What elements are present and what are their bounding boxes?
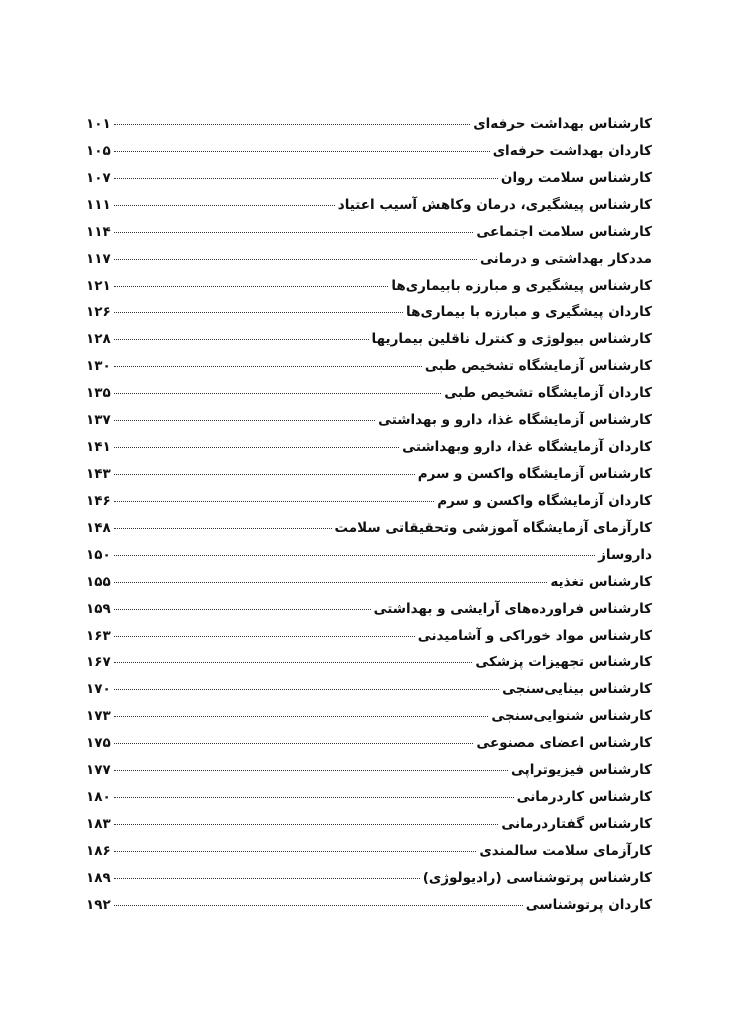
toc-entry-title: کاردان بهداشت حرفه‌ای xyxy=(492,142,652,159)
toc-entry-title: داروساز xyxy=(598,546,652,563)
toc-entry-title: کارشناس پیشگیری و مبارزه بابیماری‌ها xyxy=(391,277,652,294)
toc-entry xyxy=(86,138,652,165)
toc-entry-page: ۱۰۷ xyxy=(86,169,111,186)
toc-entry-title: کارآزمای سلامت سالمندی xyxy=(479,842,652,859)
toc-entry xyxy=(86,353,652,380)
toc-dot-leader xyxy=(114,124,471,125)
toc-entry xyxy=(86,838,652,865)
toc-entry xyxy=(86,623,652,650)
toc-dot-leader xyxy=(114,636,415,637)
toc-entry xyxy=(86,569,652,596)
toc-entry xyxy=(86,380,652,407)
toc-entry-title: کاردان پرتوشناسی xyxy=(525,896,652,913)
toc-entry xyxy=(86,784,652,811)
toc-entry-title: کارشناس سلامت روان xyxy=(500,169,652,186)
toc-entry-page: ۱۶۷ xyxy=(86,654,111,671)
toc-entry-title: کارشناس آزمایشگاه واکسن و سرم xyxy=(417,465,652,482)
toc-entry xyxy=(86,542,652,569)
toc-entry-title: کارشناس بیولوژی و کنترل ناقلین بیماریها xyxy=(371,331,652,348)
toc-entry xyxy=(86,730,652,757)
toc-entry-page: ۱۴۳ xyxy=(86,465,111,482)
toc-entry xyxy=(86,165,652,192)
toc-entry xyxy=(86,219,652,246)
toc-dot-leader xyxy=(114,716,489,717)
toc-entry xyxy=(86,892,652,919)
toc-dot-leader xyxy=(114,905,523,906)
toc-entry xyxy=(86,811,652,838)
toc-entry-page: ۱۲۶ xyxy=(86,304,111,321)
toc-entry xyxy=(86,488,652,515)
toc-dot-leader xyxy=(114,393,442,394)
toc-entry-page: ۱۸۰ xyxy=(86,789,111,806)
toc-entry xyxy=(86,434,652,461)
toc-entry-page: ۱۸۹ xyxy=(86,869,111,886)
toc-dot-leader xyxy=(114,366,422,367)
toc-entry xyxy=(86,865,652,892)
toc-entry xyxy=(86,676,652,703)
toc-entry xyxy=(86,515,652,542)
toc-dot-leader xyxy=(114,582,548,583)
toc-entry-page: ۱۲۱ xyxy=(86,277,111,294)
toc-dot-leader xyxy=(114,151,490,152)
toc-entry-title: کارشناس کاردرمانی xyxy=(516,789,652,806)
toc-entry xyxy=(86,703,652,730)
toc-entry-title: کارشناس پرتوشناسی (رادیولوژی) xyxy=(422,869,652,886)
toc-entry-title: کارشناس شنوایی‌سنجی xyxy=(491,708,652,725)
toc-dot-leader xyxy=(114,259,477,260)
table-of-contents xyxy=(86,111,652,919)
toc-entry-title: کاردان آزمایشگاه تشخیص طبی xyxy=(444,385,652,402)
toc-dot-leader xyxy=(114,878,420,879)
toc-dot-leader xyxy=(114,555,595,556)
toc-dot-leader xyxy=(114,824,499,825)
toc-dot-leader xyxy=(114,447,399,448)
toc-entry-page: ۱۴۶ xyxy=(86,492,111,509)
toc-entry-title: کارشناس آزمایشگاه غذا، دارو و بهداشتی xyxy=(378,412,652,429)
toc-entry-title: کارشناس مواد خوراکی و آشامیدنی xyxy=(417,627,652,644)
toc-entry xyxy=(86,596,652,623)
toc-entry-title: کارشناس آزمایشگاه تشخیص طبی xyxy=(424,358,652,375)
toc-dot-leader xyxy=(114,232,474,233)
toc-entry xyxy=(86,299,652,326)
toc-entry-page: ۱۰۵ xyxy=(86,142,111,159)
toc-entry-title: مددکار بهداشتی و درمانی xyxy=(480,250,652,267)
toc-entry-page: ۱۳۵ xyxy=(86,385,111,402)
toc-dot-leader xyxy=(114,339,369,340)
toc-dot-leader xyxy=(114,851,477,852)
toc-entry-title: کاردان آزمایشگاه غذا، دارو وبهداشتی xyxy=(402,439,652,456)
toc-entry-page: ۱۵۵ xyxy=(86,573,111,590)
toc-entry-title: کارشناس سلامت اجتماعی xyxy=(476,223,652,240)
toc-entry-title: کارشناس فیزیوتراپی xyxy=(511,762,652,779)
toc-entry-title: کاردان پیشگیری و مبارزه با بیماری‌ها xyxy=(406,304,652,321)
toc-entry xyxy=(86,461,652,488)
toc-dot-leader xyxy=(114,420,375,421)
toc-entry-title: کارشناس تجهیزات پزشکی xyxy=(475,654,652,671)
toc-dot-leader xyxy=(114,501,434,502)
toc-dot-leader xyxy=(114,312,403,313)
toc-dot-leader xyxy=(114,474,415,475)
toc-entry xyxy=(86,111,652,138)
toc-entry-page: ۱۴۱ xyxy=(86,439,111,456)
toc-entry-title: کارشناس فراورده‌های آرایشی و بهداشتی xyxy=(373,600,652,617)
toc-dot-leader xyxy=(114,770,508,771)
toc-dot-leader xyxy=(114,662,473,663)
toc-dot-leader xyxy=(114,178,498,179)
toc-dot-leader xyxy=(114,689,499,690)
toc-dot-leader xyxy=(114,528,332,529)
toc-entry-title: کارشناس بهداشت حرفه‌ای xyxy=(473,116,652,132)
toc-entry xyxy=(86,273,652,300)
toc-entry-page: ۱۷۰ xyxy=(86,681,111,698)
toc-dot-leader xyxy=(114,609,371,610)
toc-entry-page: ۱۹۲ xyxy=(86,896,111,913)
toc-entry xyxy=(86,326,652,353)
toc-entry-title: کارشناس گفتاردرمانی xyxy=(501,815,652,832)
toc-entry-title: کارآزمای آزمایشگاه آموزشی وتحقیقاتی سلامت xyxy=(334,519,652,536)
toc-entry xyxy=(86,757,652,784)
toc-entry xyxy=(86,246,652,273)
toc-entry-page: ۱۵۹ xyxy=(86,600,111,617)
toc-entry-page: ۱۱۷ xyxy=(86,250,111,267)
toc-entry xyxy=(86,192,652,219)
toc-entry-page: ۱۸۶ xyxy=(86,842,111,859)
toc-entry-page: ۱۶۳ xyxy=(86,627,111,644)
toc-entry-title: کارشناس تغذیه xyxy=(550,573,652,590)
toc-dot-leader xyxy=(114,743,474,744)
toc-dot-leader xyxy=(114,797,514,798)
toc-entry-page: ۱۷۷ xyxy=(86,762,111,779)
toc-entry-page: ۱۰۱ xyxy=(86,116,111,132)
toc-entry-title: کارشناس بینایی‌سنجی xyxy=(502,681,652,698)
toc-entry-page: ۱۲۸ xyxy=(86,331,111,348)
toc-dot-leader xyxy=(114,286,389,287)
toc-entry-page: ۱۷۵ xyxy=(86,735,111,752)
toc-entry-page: ۱۷۳ xyxy=(86,708,111,725)
toc-entry-page: ۱۴۸ xyxy=(86,519,111,536)
toc-entry-page: ۱۳۷ xyxy=(86,412,111,429)
toc-entry-page: ۱۵۰ xyxy=(86,546,111,563)
toc-entry-page: ۱۸۳ xyxy=(86,815,111,832)
toc-entry xyxy=(86,649,652,676)
toc-entry-page: ۱۳۰ xyxy=(86,358,111,375)
toc-entry-page: ۱۱۴ xyxy=(86,223,111,240)
toc-entry-title: کاردان آزمایشگاه واکسن و سرم xyxy=(437,492,652,509)
toc-dot-leader xyxy=(114,205,335,206)
toc-entry xyxy=(86,407,652,434)
toc-entry-title: کارشناس پیشگیری، درمان وکاهش آسیب اعتیاد xyxy=(337,196,652,213)
toc-entry-page: ۱۱۱ xyxy=(86,196,111,213)
toc-entry-title: کارشناس اعضای مصنوعی xyxy=(476,735,652,752)
